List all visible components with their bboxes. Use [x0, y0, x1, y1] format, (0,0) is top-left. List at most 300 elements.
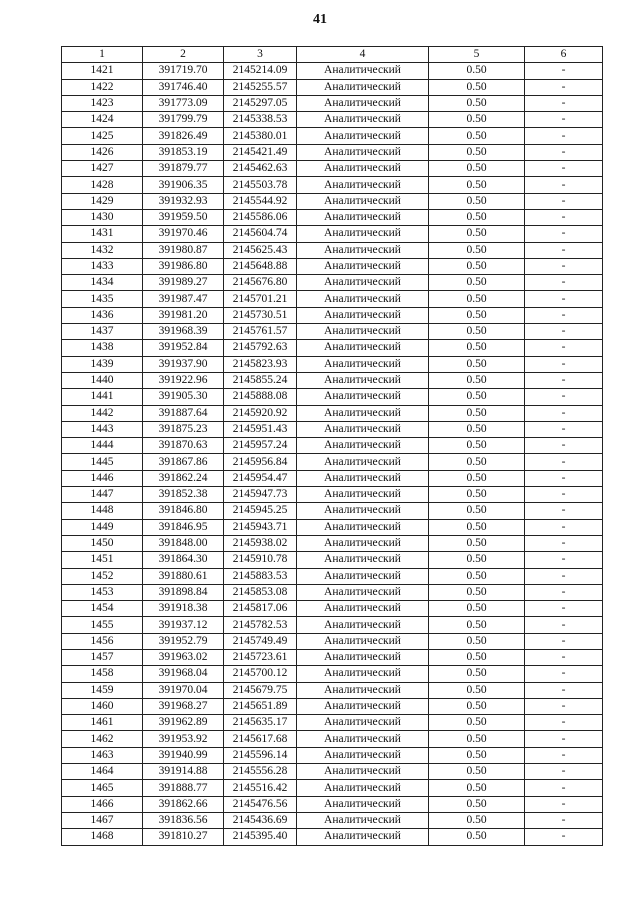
table-cell: -: [525, 226, 603, 242]
table-cell: 391862.66: [143, 796, 224, 812]
table-cell: 391862.24: [143, 470, 224, 486]
table-cell: 391906.35: [143, 177, 224, 193]
table-cell: Аналитический: [297, 95, 429, 111]
table-cell: Аналитический: [297, 633, 429, 649]
table-row: [62, 601, 603, 617]
table-cell: -: [525, 275, 603, 291]
table-cell: 2145957.24: [224, 438, 297, 454]
table-cell: 1467: [62, 812, 143, 828]
table-cell: 0.50: [429, 421, 525, 437]
table-cell: 391980.87: [143, 242, 224, 258]
table-row: [62, 633, 603, 649]
page-number: 41: [313, 12, 327, 27]
table-cell: 391898.84: [143, 584, 224, 600]
table-cell: 0.50: [429, 617, 525, 633]
table-cell: 391970.04: [143, 682, 224, 698]
table-cell: 1448: [62, 503, 143, 519]
table-cell: 391880.61: [143, 568, 224, 584]
table-row: [62, 470, 603, 486]
table-cell: 2145853.08: [224, 584, 297, 600]
table-cell: 0.50: [429, 291, 525, 307]
table-cell: 0.50: [429, 128, 525, 144]
table-cell: 391968.39: [143, 324, 224, 340]
table-cell: Аналитический: [297, 780, 429, 796]
table-cell: 0.50: [429, 193, 525, 209]
table-cell: 0.50: [429, 633, 525, 649]
table-cell: Аналитический: [297, 601, 429, 617]
table-cell: 0.50: [429, 747, 525, 763]
table-cell: -: [525, 389, 603, 405]
table-cell: 0.50: [429, 535, 525, 551]
table-cell: -: [525, 438, 603, 454]
table-cell: -: [525, 193, 603, 209]
table-row: [62, 682, 603, 698]
table-cell: 1430: [62, 209, 143, 225]
table-cell: Аналитический: [297, 340, 429, 356]
table-row: [62, 324, 603, 340]
table-cell: -: [525, 601, 603, 617]
table-cell: Аналитический: [297, 519, 429, 535]
table-cell: Аналитический: [297, 503, 429, 519]
table-cell: 2145888.08: [224, 389, 297, 405]
table-cell: 1458: [62, 666, 143, 682]
table-cell: 0.50: [429, 226, 525, 242]
table-cell: 2145503.78: [224, 177, 297, 193]
table-row: [62, 128, 603, 144]
table-cell: 391846.95: [143, 519, 224, 535]
table-cell: 391970.46: [143, 226, 224, 242]
table-cell: 1451: [62, 552, 143, 568]
table-cell: 2145214.09: [224, 63, 297, 79]
table-cell: 2145945.25: [224, 503, 297, 519]
table-cell: 1446: [62, 470, 143, 486]
table-cell: Аналитический: [297, 731, 429, 747]
table-cell: 0.50: [429, 649, 525, 665]
table-cell: 1436: [62, 307, 143, 323]
table-cell: 0.50: [429, 307, 525, 323]
table-cell: 1433: [62, 258, 143, 274]
table-cell: 0.50: [429, 144, 525, 160]
table-cell: 1455: [62, 617, 143, 633]
table-cell: 391870.63: [143, 438, 224, 454]
table-cell: Аналитический: [297, 161, 429, 177]
table-cell: 391968.27: [143, 698, 224, 714]
table-cell: 2145823.93: [224, 356, 297, 372]
table-row: [62, 340, 603, 356]
table-cell: 0.50: [429, 584, 525, 600]
table-row: [62, 584, 603, 600]
table-cell: Аналитический: [297, 79, 429, 95]
table-cell: -: [525, 519, 603, 535]
table-cell: 1463: [62, 747, 143, 763]
table-cell: -: [525, 666, 603, 682]
table-row: [62, 144, 603, 160]
table-row: [62, 307, 603, 323]
table-cell: Аналитический: [297, 144, 429, 160]
table-cell: Аналитический: [297, 405, 429, 421]
table-cell: 2145700.12: [224, 666, 297, 682]
table-cell: 391968.04: [143, 666, 224, 682]
table-row: [62, 161, 603, 177]
table-cell: 2145436.69: [224, 812, 297, 828]
table-cell: 0.50: [429, 405, 525, 421]
table-row: [62, 731, 603, 747]
table-cell: Аналитический: [297, 324, 429, 340]
table-cell: -: [525, 242, 603, 258]
table-cell: 391879.77: [143, 161, 224, 177]
table-cell: 1428: [62, 177, 143, 193]
table-cell: -: [525, 568, 603, 584]
table-cell: 2145338.53: [224, 112, 297, 128]
table-cell: -: [525, 649, 603, 665]
table-cell: 1444: [62, 438, 143, 454]
table-cell: 1461: [62, 715, 143, 731]
table-cell: Аналитический: [297, 747, 429, 763]
table-cell: Аналитический: [297, 568, 429, 584]
table-cell: -: [525, 128, 603, 144]
table-cell: 1459: [62, 682, 143, 698]
table-cell: 1462: [62, 731, 143, 747]
table-cell: 1456: [62, 633, 143, 649]
table-row: [62, 487, 603, 503]
table-cell: 391922.96: [143, 372, 224, 388]
table-row: [62, 747, 603, 763]
table-cell: -: [525, 535, 603, 551]
table-cell: 0.50: [429, 568, 525, 584]
table-cell: Аналитический: [297, 682, 429, 698]
table-cell: 1452: [62, 568, 143, 584]
table-cell: -: [525, 698, 603, 714]
table-cell: -: [525, 764, 603, 780]
table-cell: -: [525, 405, 603, 421]
table-cell: -: [525, 584, 603, 600]
table-cell: 391952.79: [143, 633, 224, 649]
table-cell: 0.50: [429, 372, 525, 388]
table-row: [62, 568, 603, 584]
table-cell: 1438: [62, 340, 143, 356]
table-row: [62, 112, 603, 128]
table-row: [62, 764, 603, 780]
table-cell: Аналитический: [297, 829, 429, 845]
column-header: 3: [224, 47, 297, 63]
table-row: [62, 275, 603, 291]
table-row: [62, 649, 603, 665]
table-cell: -: [525, 340, 603, 356]
table-cell: 1454: [62, 601, 143, 617]
table-row: [62, 780, 603, 796]
table-cell: 0.50: [429, 324, 525, 340]
table-cell: 0.50: [429, 764, 525, 780]
table-cell: -: [525, 682, 603, 698]
table-row: [62, 698, 603, 714]
table-cell: 0.50: [429, 454, 525, 470]
table-cell: Аналитический: [297, 193, 429, 209]
table-cell: 1460: [62, 698, 143, 714]
table-cell: -: [525, 209, 603, 225]
table-cell: 2145817.06: [224, 601, 297, 617]
table-cell: Аналитический: [297, 307, 429, 323]
table-cell: -: [525, 307, 603, 323]
table-cell: 0.50: [429, 275, 525, 291]
table-cell: -: [525, 731, 603, 747]
table-cell: 2145516.42: [224, 780, 297, 796]
table-cell: 1441: [62, 389, 143, 405]
table-cell: 391963.02: [143, 649, 224, 665]
table-cell: Аналитический: [297, 535, 429, 551]
table-cell: 2145297.05: [224, 95, 297, 111]
table-row: [62, 405, 603, 421]
table-cell: Аналитический: [297, 63, 429, 79]
table-row: [62, 438, 603, 454]
table-row: [62, 291, 603, 307]
table-cell: 2145476.56: [224, 796, 297, 812]
table-body: [62, 63, 603, 845]
table-cell: -: [525, 177, 603, 193]
table-cell: -: [525, 161, 603, 177]
table-cell: 0.50: [429, 389, 525, 405]
table-cell: 1442: [62, 405, 143, 421]
table-cell: 391989.27: [143, 275, 224, 291]
table-cell: 391773.09: [143, 95, 224, 111]
table-cell: Аналитический: [297, 291, 429, 307]
table-cell: 2145749.49: [224, 633, 297, 649]
table-cell: 0.50: [429, 601, 525, 617]
table-cell: 2145421.49: [224, 144, 297, 160]
table-cell: 1426: [62, 144, 143, 160]
table-cell: -: [525, 780, 603, 796]
table-cell: Аналитический: [297, 487, 429, 503]
table-cell: 2145596.14: [224, 747, 297, 763]
table-cell: 391846.80: [143, 503, 224, 519]
table-cell: 1457: [62, 649, 143, 665]
table-cell: Аналитический: [297, 275, 429, 291]
table-cell: 391918.38: [143, 601, 224, 617]
table-row: [62, 519, 603, 535]
column-header: 6: [525, 47, 603, 63]
table-row: [62, 715, 603, 731]
table-cell: 1423: [62, 95, 143, 111]
table-cell: 2145910.78: [224, 552, 297, 568]
table-cell: 391853.19: [143, 144, 224, 160]
table-cell: 391888.77: [143, 780, 224, 796]
table-cell: 2145951.43: [224, 421, 297, 437]
table-cell: Аналитический: [297, 796, 429, 812]
table-cell: 391905.30: [143, 389, 224, 405]
table-cell: 0.50: [429, 258, 525, 274]
table-cell: 391810.27: [143, 829, 224, 845]
table-cell: 0.50: [429, 780, 525, 796]
table-row: [62, 535, 603, 551]
table-row: [62, 226, 603, 242]
table-cell: 391852.38: [143, 487, 224, 503]
table-cell: -: [525, 617, 603, 633]
table-cell: Аналитический: [297, 177, 429, 193]
table-cell: -: [525, 829, 603, 845]
table-cell: 2145761.57: [224, 324, 297, 340]
table-cell: Аналитический: [297, 617, 429, 633]
table-cell: 1429: [62, 193, 143, 209]
table-cell: 391959.50: [143, 209, 224, 225]
table-cell: 2145883.53: [224, 568, 297, 584]
table-cell: 0.50: [429, 177, 525, 193]
table-row: [62, 79, 603, 95]
table-row: [62, 356, 603, 372]
table-cell: 391940.99: [143, 747, 224, 763]
table-cell: Аналитический: [297, 715, 429, 731]
table-cell: 2145604.74: [224, 226, 297, 242]
table-cell: 0.50: [429, 503, 525, 519]
table-cell: 1431: [62, 226, 143, 242]
table-cell: -: [525, 356, 603, 372]
column-header: 2: [143, 47, 224, 63]
table-cell: 2145676.80: [224, 275, 297, 291]
table-cell: 1432: [62, 242, 143, 258]
table-cell: 0.50: [429, 438, 525, 454]
table-cell: 2145380.01: [224, 128, 297, 144]
table-row: [62, 617, 603, 633]
table-cell: 2145395.40: [224, 829, 297, 845]
table-cell: 0.50: [429, 698, 525, 714]
table-row: [62, 421, 603, 437]
table-cell: -: [525, 324, 603, 340]
table-cell: 1435: [62, 291, 143, 307]
table-cell: 0.50: [429, 79, 525, 95]
table-cell: -: [525, 487, 603, 503]
table-header-row: [62, 47, 603, 63]
table-cell: 2145651.89: [224, 698, 297, 714]
table-row: [62, 372, 603, 388]
table-cell: 0.50: [429, 812, 525, 828]
table-cell: 2145723.61: [224, 649, 297, 665]
table-row: [62, 812, 603, 828]
table-cell: Аналитический: [297, 226, 429, 242]
table-cell: 391932.93: [143, 193, 224, 209]
table-cell: 1453: [62, 584, 143, 600]
table-cell: -: [525, 421, 603, 437]
table-cell: Аналитический: [297, 698, 429, 714]
table-cell: 0.50: [429, 796, 525, 812]
column-header: 1: [62, 47, 143, 63]
table-cell: 1434: [62, 275, 143, 291]
table-row: [62, 95, 603, 111]
table-cell: 2145782.53: [224, 617, 297, 633]
coordinates-table: [61, 46, 603, 846]
table-cell: -: [525, 144, 603, 160]
table-cell: 2145635.17: [224, 715, 297, 731]
table-cell: 1425: [62, 128, 143, 144]
table-cell: 1437: [62, 324, 143, 340]
table-cell: 391719.70: [143, 63, 224, 79]
table-cell: 391867.86: [143, 454, 224, 470]
table-cell: Аналитический: [297, 421, 429, 437]
table-cell: 1421: [62, 63, 143, 79]
table-cell: 0.50: [429, 470, 525, 486]
table-cell: 391986.80: [143, 258, 224, 274]
table-cell: 391848.00: [143, 535, 224, 551]
table-cell: -: [525, 454, 603, 470]
table-cell: 2145855.24: [224, 372, 297, 388]
table-cell: -: [525, 503, 603, 519]
table-cell: 1422: [62, 79, 143, 95]
table-cell: -: [525, 715, 603, 731]
table-cell: 1443: [62, 421, 143, 437]
table-cell: 2145617.68: [224, 731, 297, 747]
table-cell: 2145792.63: [224, 340, 297, 356]
table-cell: Аналитический: [297, 356, 429, 372]
table-cell: 391953.92: [143, 731, 224, 747]
table-row: [62, 209, 603, 225]
table-row: [62, 552, 603, 568]
table-cell: Аналитический: [297, 112, 429, 128]
table-cell: -: [525, 63, 603, 79]
table-cell: -: [525, 633, 603, 649]
table-cell: 2145648.88: [224, 258, 297, 274]
table-cell: 391937.90: [143, 356, 224, 372]
table-row: [62, 503, 603, 519]
table-cell: 2145544.92: [224, 193, 297, 209]
table-row: [62, 258, 603, 274]
table-cell: -: [525, 258, 603, 274]
table-cell: Аналитический: [297, 584, 429, 600]
table-cell: -: [525, 291, 603, 307]
table-cell: 1465: [62, 780, 143, 796]
table-row: [62, 193, 603, 209]
table-cell: 2145954.47: [224, 470, 297, 486]
table-cell: Аналитический: [297, 258, 429, 274]
table-cell: 0.50: [429, 242, 525, 258]
table-cell: 0.50: [429, 487, 525, 503]
table-cell: 2145920.92: [224, 405, 297, 421]
table-cell: 0.50: [429, 161, 525, 177]
table-cell: 391981.20: [143, 307, 224, 323]
table-cell: 391914.88: [143, 764, 224, 780]
table-cell: Аналитический: [297, 812, 429, 828]
table-cell: 0.50: [429, 829, 525, 845]
table-cell: 391826.49: [143, 128, 224, 144]
table-cell: 391952.84: [143, 340, 224, 356]
column-header: 5: [429, 47, 525, 63]
table-row: [62, 177, 603, 193]
table-cell: Аналитический: [297, 389, 429, 405]
table-cell: 391799.79: [143, 112, 224, 128]
table-cell: 0.50: [429, 95, 525, 111]
table-cell: 1450: [62, 535, 143, 551]
table-cell: Аналитический: [297, 470, 429, 486]
table-cell: Аналитический: [297, 649, 429, 665]
table-cell: Аналитический: [297, 128, 429, 144]
table-cell: Аналитический: [297, 438, 429, 454]
table-cell: Аналитический: [297, 454, 429, 470]
table-cell: -: [525, 470, 603, 486]
table-cell: 1464: [62, 764, 143, 780]
table-cell: 0.50: [429, 112, 525, 128]
table-cell: 0.50: [429, 715, 525, 731]
table-cell: 391962.89: [143, 715, 224, 731]
table-cell: 0.50: [429, 63, 525, 79]
table-cell: Аналитический: [297, 552, 429, 568]
table-cell: 391987.47: [143, 291, 224, 307]
table-row: [62, 63, 603, 79]
table-cell: 1427: [62, 161, 143, 177]
table-cell: -: [525, 812, 603, 828]
table-row: [62, 666, 603, 682]
table-cell: 0.50: [429, 552, 525, 568]
table-cell: 2145462.63: [224, 161, 297, 177]
table-row: [62, 242, 603, 258]
table-cell: 0.50: [429, 340, 525, 356]
table-cell: 2145255.57: [224, 79, 297, 95]
table-cell: 2145625.43: [224, 242, 297, 258]
